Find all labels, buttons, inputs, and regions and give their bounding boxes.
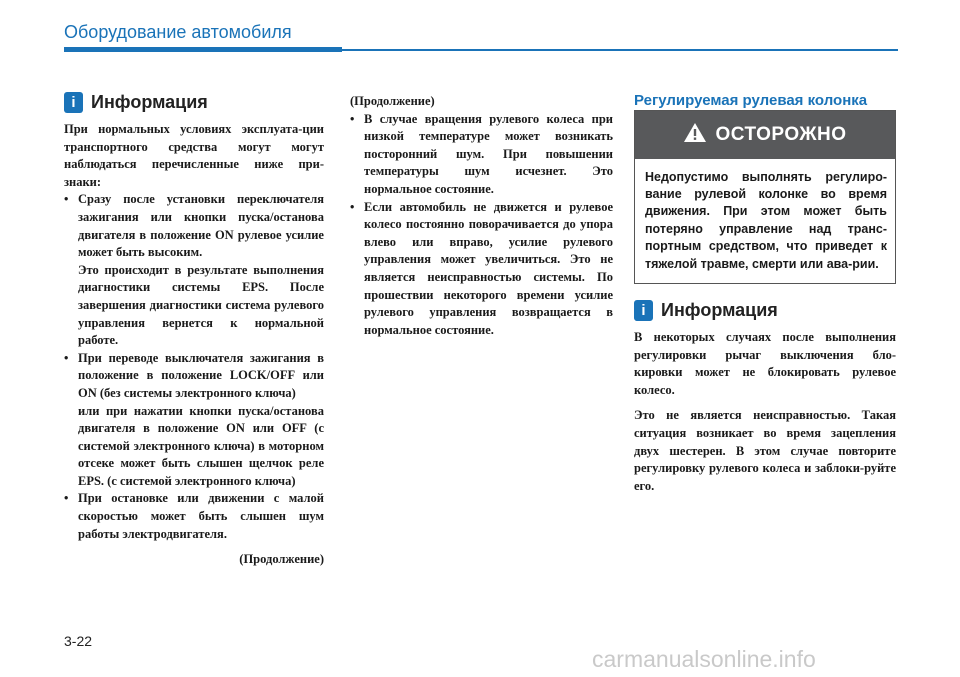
watermark: carmanualsonline.info: [592, 646, 816, 672]
warning-header: [635, 111, 895, 159]
steering-column-section: [634, 92, 896, 495]
header-title: Оборудование автомобиля: [64, 22, 292, 42]
continued-top-label: (Продолжение): [350, 94, 435, 108]
section-title: Регулируемая рулевая колонка: [634, 92, 868, 109]
info-icon: i: [634, 300, 653, 321]
bullet-ignition-lock: • При переводе выключателя зажигания в положение в положение LOCK/OFF или ON (без системы электронного ключа): [64, 350, 324, 403]
info-paragraph-2: Это не является неисправностью. Такая ситуация возникает во время зацепления двух шестерен. В этом случае повторите регулировку рулевого колеса и заблоки-руйте его.: [634, 408, 896, 493]
info-icon: i: [64, 92, 83, 113]
warning-triangle-icon: [683, 122, 707, 147]
bullet-ignition-on: • Сразу после установки переключателя зажигания или кнопки пуска/останова двигателя в положение ON рулевое усилие может быть высоким.: [64, 191, 324, 261]
warning-text: Недопустимо выполнять регулиро-вание рулевой колонке во время движения. При этом может быть потеряно управление над транс-портным средством, что приведет к тяжелой травме, смерти или ава-рии.: [645, 169, 887, 271]
header-accent-bar: [64, 47, 342, 52]
info-heading: [64, 92, 324, 113]
bullet-motor-noise: • При остановке или движении с малой скоростью может быть слышен шум работы электродвигателя.: [64, 490, 324, 543]
warning-title: ОСТОРОЖНО: [715, 123, 847, 145]
info-column-middle: [350, 93, 613, 339]
page-number: 3-22: [64, 633, 93, 649]
note-relay-click: или при нажатии кнопки пуска/останова двигателя в положение ON или OFF (с системой электронного ключа) в моторном отсеке может быть слышен щелчок реле EPS. (с системой электронного ключа): [78, 403, 324, 488]
note-eps-diagnostics: Это происходит в результате выполнения диагностики системы EPS. После завершения диагностики система рулевого управления вернется к нормальной работе.: [78, 262, 324, 348]
bullet-low-temperature: • В случае вращения рулевого колеса при низкой температуре может возникать посторонний шум. При повышении температуры шум исчезнет. Это нормальное состояние.: [350, 111, 613, 199]
bullet-full-lock: • Если автомобиль не движется и рулевое колесо постоянно поворачивается до упора влево или вправо, усилие рулевого управления может увеличиться. Это не является неисправностью системы. По прошествии некоторого времени усилие рулевого управления возвращается в нормальное состояние.: [350, 199, 613, 340]
intro-text: При нормальных условиях эксплуата-ции транспортного средства могут могут наблюдаться перечисленные ниже при-знаки:: [64, 122, 324, 189]
header-divider: [342, 49, 898, 51]
warning-box: [634, 110, 896, 284]
info-heading-2: [634, 300, 896, 321]
info-paragraph-1: В некоторых случаях после выполнения регулировки рычаг выключения бло-кировки может не блокировать рулевое колесо.: [634, 330, 896, 397]
continued-label: (Продолжение): [239, 552, 324, 567]
info-title-2: Информация: [661, 299, 778, 320]
info-column-left: [64, 92, 324, 569]
info-title: Информация: [91, 91, 208, 112]
